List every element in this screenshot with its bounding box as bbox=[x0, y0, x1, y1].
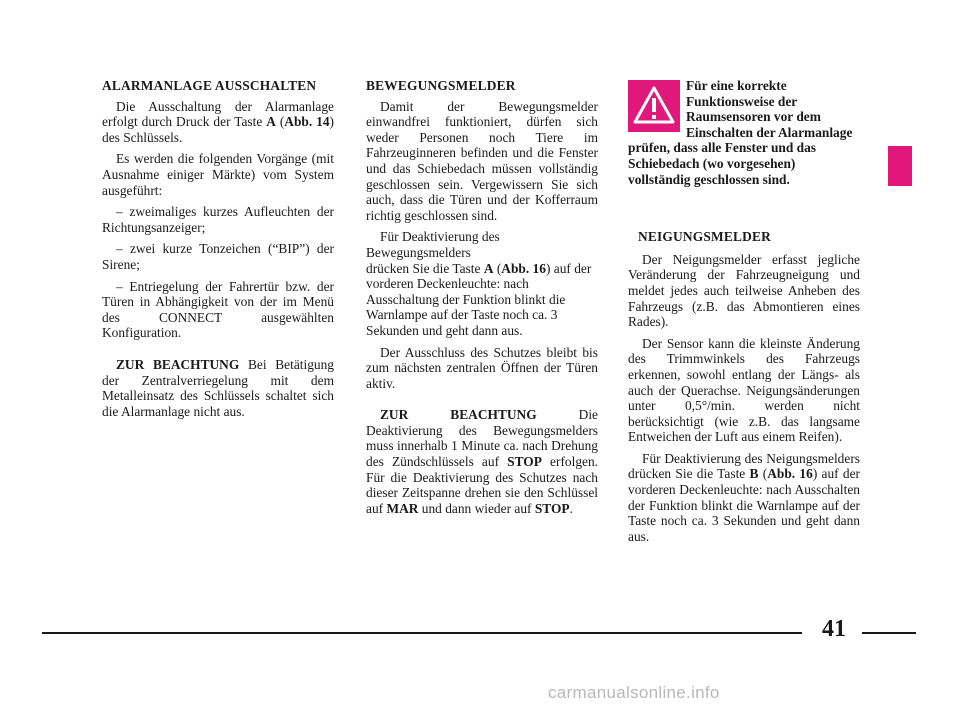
section-heading-motion-sensor: BEWEGUNGSMELDER bbox=[366, 78, 516, 93]
column-motion-sensor bbox=[366, 78, 598, 522]
text: erfolgen. Für die Deaktivierung des Schutzes nach dieser Zeitspanne drehen sie den Schlüssel auf bbox=[366, 454, 598, 516]
warning-triangle-icon bbox=[628, 80, 680, 132]
figure-reference: Abb. 16 bbox=[767, 466, 813, 482]
text: ( bbox=[758, 466, 768, 482]
text: ( bbox=[493, 260, 502, 276]
note-paragraph bbox=[366, 407, 598, 516]
paragraph bbox=[102, 99, 334, 146]
note-label: ZUR BEACHTUNG bbox=[380, 407, 537, 423]
paragraph: Der Neigungsmelder erfasst jegliche Veränderung der Fahrzeugneigung und meldet jedes auch teilweise Anheben des Fahrzeugs (z.B. das Abmontieren eines Rades). bbox=[628, 251, 860, 330]
warning-text: Für eine korrekte Funktionsweise der Raumsensoren vor dem Einschalten der Alarmanlage prüfen, dass alle Fenster und das Schiebedach (wo vorgesehen) vollständig geschlossen sind. bbox=[628, 78, 853, 187]
note-paragraph bbox=[102, 357, 334, 419]
footer-rule-left bbox=[42, 632, 802, 634]
key-label: A bbox=[483, 260, 494, 276]
list-item: – zwei kurze Tonzeichen (“BIP”) der Sirene; bbox=[102, 241, 334, 272]
paragraph: Der Ausschluss des Schutzes bleibt bis zum nächsten zentralen Öffnen der Türen aktiv. bbox=[366, 344, 598, 391]
section-heading-alarm-off: ALARMANLAGE AUSSCHALTEN bbox=[102, 78, 317, 93]
column-tilt-sensor bbox=[628, 78, 860, 550]
list-item: – zweimaliges kurzes Aufleuchten der Richtungsanzeiger; bbox=[102, 204, 334, 235]
section-heading-tilt-sensor: NEIGUNGSMELDER bbox=[638, 229, 772, 245]
paragraph: Damit der Bewegungsmelder einwandfrei funktioniert, dürfen sich weder Personen noch Tiere im Fahrzeuginneren befinden und die Fenster und das Schiebedach müssen vollständig geschlossen sein. Vergewissern Sie sich auch, dass die Türen und der Kofferraum richtig geschlossen sind. bbox=[366, 98, 598, 223]
column-alarm-off bbox=[102, 78, 334, 425]
warning-box bbox=[628, 78, 860, 187]
list-item: – Entriegelung der Fahrertür bzw. der Türen in Abhängigkeit von der im Menü des CONNECT ausgewählten Konfiguration. bbox=[102, 278, 334, 341]
key-label: B bbox=[749, 466, 759, 482]
text: Die Ausschaltung der Alarmanlage erfolgt durch Druck der Taste bbox=[102, 98, 334, 130]
watermark: carmanualsonline.info bbox=[548, 683, 720, 702]
key-position: STOP bbox=[534, 500, 570, 516]
paragraph: Der Sensor kann die kleinste Änderung des Trimmwinkels des Fahrzeugs erkennen, sowohl entlang der Längs- als auch der Querachse. Neigungsänderungen unter 0,5°/min. werden nicht berücksichtigt (wie z.B. das langsame Entweichen der Luft aus einem Reifen). bbox=[628, 335, 860, 445]
key-position: STOP bbox=[507, 454, 542, 470]
key-position: MAR bbox=[386, 500, 419, 516]
text: ) auf der vorderen Deckenleuchte: nach Ausschalten der Funktion blinkt die Warnlampe auf der Taste noch ca. 3 Sekunden und geht dann aus. bbox=[628, 466, 861, 544]
text: ) des Schlüssels. bbox=[102, 114, 334, 145]
figure-reference: Abb. 14 bbox=[284, 114, 330, 130]
text: Für Deaktivierung des Bewegungsmelders bbox=[366, 229, 500, 260]
key-label: A bbox=[266, 114, 276, 130]
figure-reference: Abb. 16 bbox=[501, 260, 546, 276]
paragraph: Es werden die folgenden Vorgänge (mit Ausnahme einiger Märkte) vom System ausgeführt: bbox=[102, 151, 334, 198]
text: Für Deaktivierung des Neigungsmelders drücken Sie die Taste bbox=[628, 450, 860, 482]
text: drücken Sie die Taste bbox=[366, 260, 484, 276]
text: Die Deaktivierung des Bewegungsmelders muss innerhalb 1 Minute ca. nach Drehung des Zündschlüssels auf bbox=[366, 407, 598, 470]
paragraph bbox=[366, 229, 598, 338]
text: und dann wieder auf bbox=[418, 500, 535, 516]
footer-rule-right bbox=[862, 632, 916, 634]
note-label: ZUR BEACHTUNG bbox=[116, 356, 240, 372]
page-number: 41 bbox=[822, 616, 846, 642]
chapter-tab-marker bbox=[888, 146, 912, 186]
text: ( bbox=[275, 114, 285, 130]
text: . bbox=[569, 500, 573, 516]
paragraph bbox=[628, 451, 860, 545]
text: Bei Betätigung der Zentralverriegelung mit dem Metalleinsatz des Schlüssels schaltet sich die Alarmanlage nicht aus. bbox=[102, 356, 334, 419]
text: ) auf der vorderen Deckenleuchte: nach Ausschaltung der Funktion blinkt die Warnlampe auf der Taste noch ca. 3 Sekunden und geht dann aus. bbox=[366, 260, 592, 338]
